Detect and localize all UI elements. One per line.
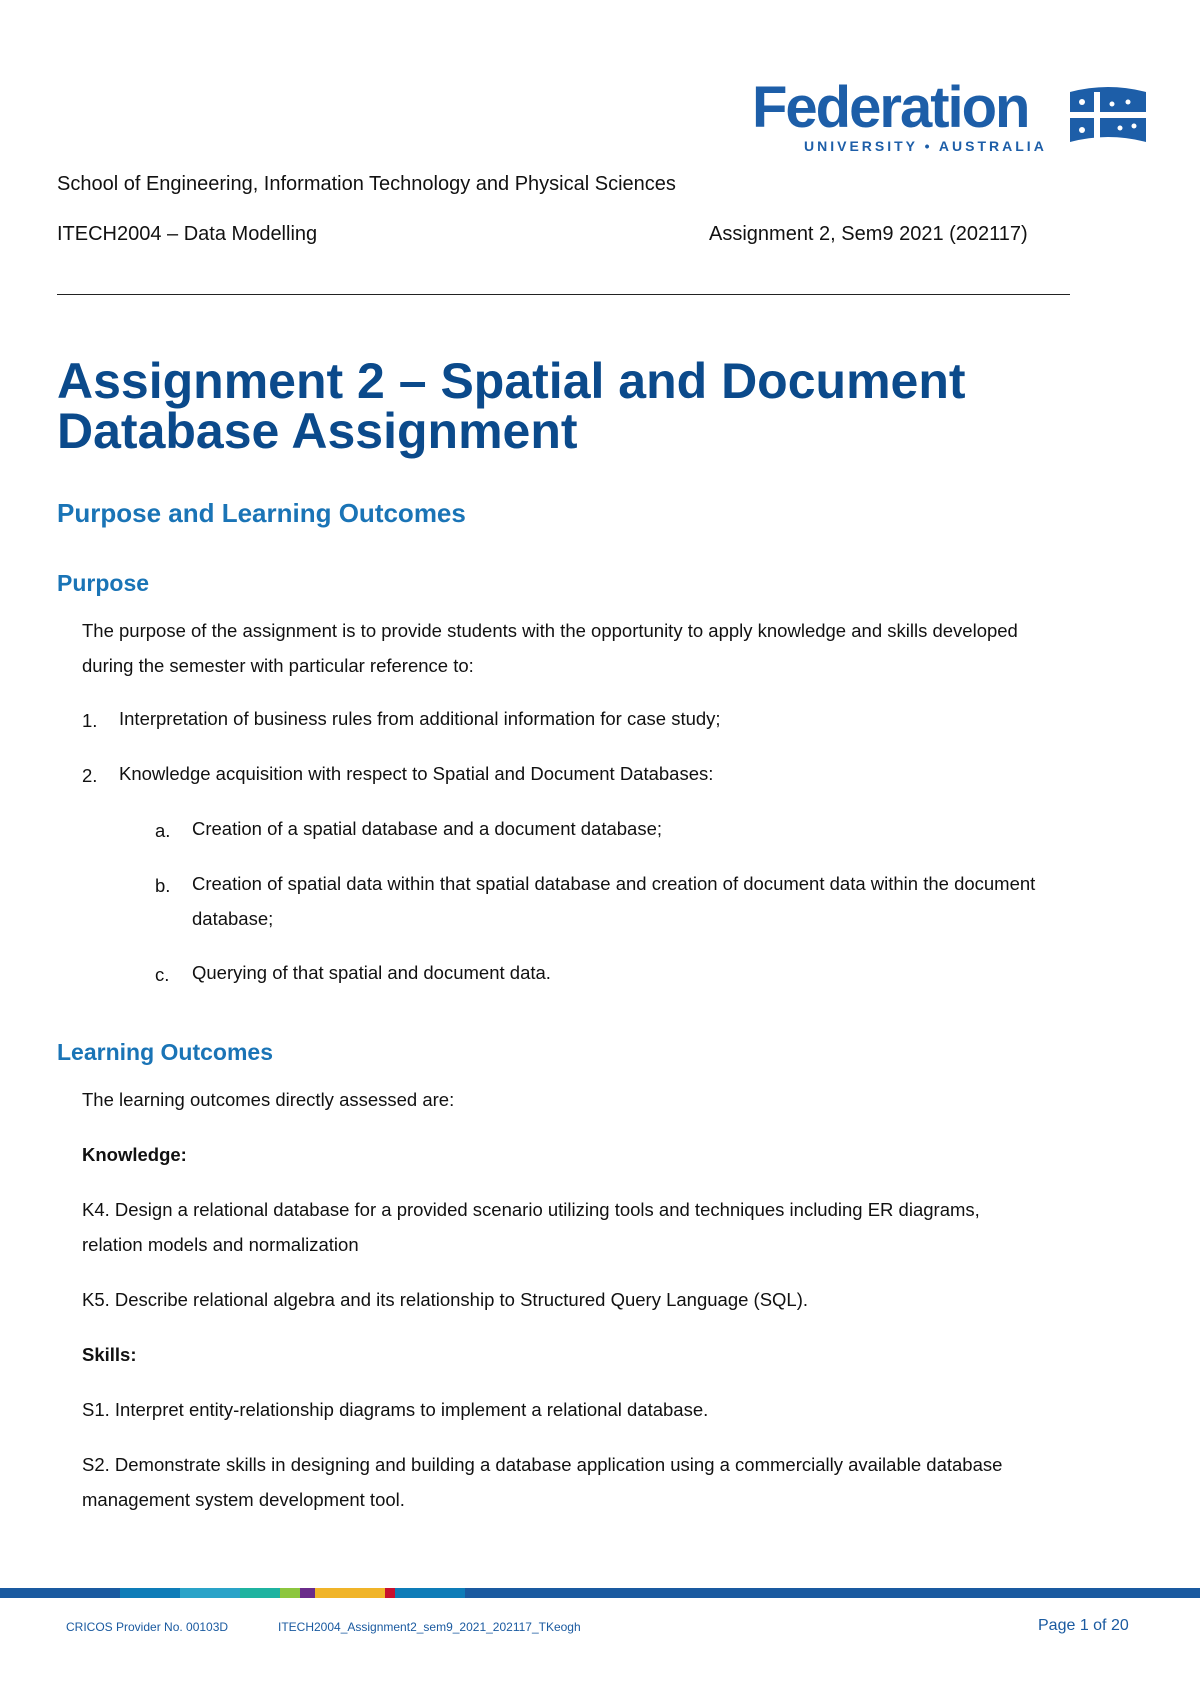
sublist-marker: a. <box>155 820 171 841</box>
heading-learning-outcomes: Learning Outcomes <box>57 1039 273 1065</box>
footer-bar-segment <box>315 1588 385 1598</box>
federation-university-logo <box>752 75 1148 160</box>
document-filename: ITECH2004_Assignment2_sem9_2021_202117_TKeogh <box>278 1620 581 1634</box>
course-name: ITECH2004 – Data Modelling <box>57 223 318 245</box>
flag-icon <box>1068 84 1148 150</box>
sublist-item-continuation: database; <box>192 908 274 929</box>
outcomes-intro: The learning outcomes directly assessed are: <box>82 1089 455 1110</box>
footer-bar-segment <box>180 1588 240 1598</box>
outcome-s2-line-1: S2. Demonstrate skills in designing and building a database application using a commercially available database <box>82 1454 1003 1475</box>
footer-bar-segment <box>465 1588 1200 1598</box>
outcome-s1: S1. Interpret entity-relationship diagrams to implement a relational database. <box>82 1399 709 1420</box>
logo-wordmark: Federation <box>752 75 1029 140</box>
outcome-k5: K5. Describe relational algebra and its relationship to Structured Query Language (SQL). <box>82 1289 809 1310</box>
purpose-intro-line-2: during the semester with particular reference to: <box>82 655 474 676</box>
sublist-marker: c. <box>155 964 170 985</box>
heading-purpose-outcomes: Purpose and Learning Outcomes <box>57 498 466 528</box>
skills-label: Skills: <box>82 1344 137 1365</box>
heading-purpose: Purpose <box>57 570 150 596</box>
footer-bar-segment <box>280 1588 300 1598</box>
footer-bar-segment <box>120 1588 180 1598</box>
outcome-k4-line-2: relation models and normalization <box>82 1234 359 1255</box>
sublist-item: Querying of that spatial and document data. <box>192 962 551 983</box>
sublist-marker: b. <box>155 875 171 896</box>
title-line-1: Assignment 2 – Spatial and Document <box>57 353 966 409</box>
list-marker: 2. <box>82 765 98 786</box>
header-divider <box>57 294 1070 295</box>
list-marker: 1. <box>82 710 98 731</box>
assignment-info: Assignment 2, Sem9 2021 (202117) <box>709 223 1028 245</box>
list-item: Knowledge acquisition with respect to Spatial and Document Databases: <box>119 763 714 784</box>
sublist-item: Creation of a spatial database and a document database; <box>192 818 663 839</box>
document-title <box>57 353 1117 459</box>
footer-color-bar <box>0 1588 1200 1598</box>
outcome-k4-line-1: K4. Design a relational database for a provided scenario utilizing tools and techniques including ER diagrams, <box>82 1199 980 1220</box>
outcome-s2-line-2: management system development tool. <box>82 1489 405 1510</box>
list-item: Interpretation of business rules from additional information for case study; <box>119 708 721 729</box>
logo-subtitle: UNIVERSITY • AUSTRALIA <box>804 138 1047 154</box>
footer-bar-segment <box>240 1588 280 1598</box>
page-number: Page 1 of 20 <box>1038 1617 1129 1634</box>
footer-bar-segment <box>300 1588 315 1598</box>
knowledge-label: Knowledge: <box>82 1144 187 1165</box>
footer-bar-segment <box>395 1588 465 1598</box>
footer-bar-segment <box>385 1588 395 1598</box>
cricos-provider: CRICOS Provider No. 00103D <box>66 1620 229 1634</box>
footer-bar-segment <box>0 1588 120 1598</box>
sublist-item: Creation of spatial data within that spatial database and creation of document data within the document <box>192 873 1036 894</box>
title-line-2: Database Assignment <box>57 403 578 459</box>
school-name: School of Engineering, Information Technology and Physical Sciences <box>57 173 676 195</box>
purpose-intro-line-1: The purpose of the assignment is to provide students with the opportunity to apply knowledge and skills developed <box>82 620 1018 641</box>
